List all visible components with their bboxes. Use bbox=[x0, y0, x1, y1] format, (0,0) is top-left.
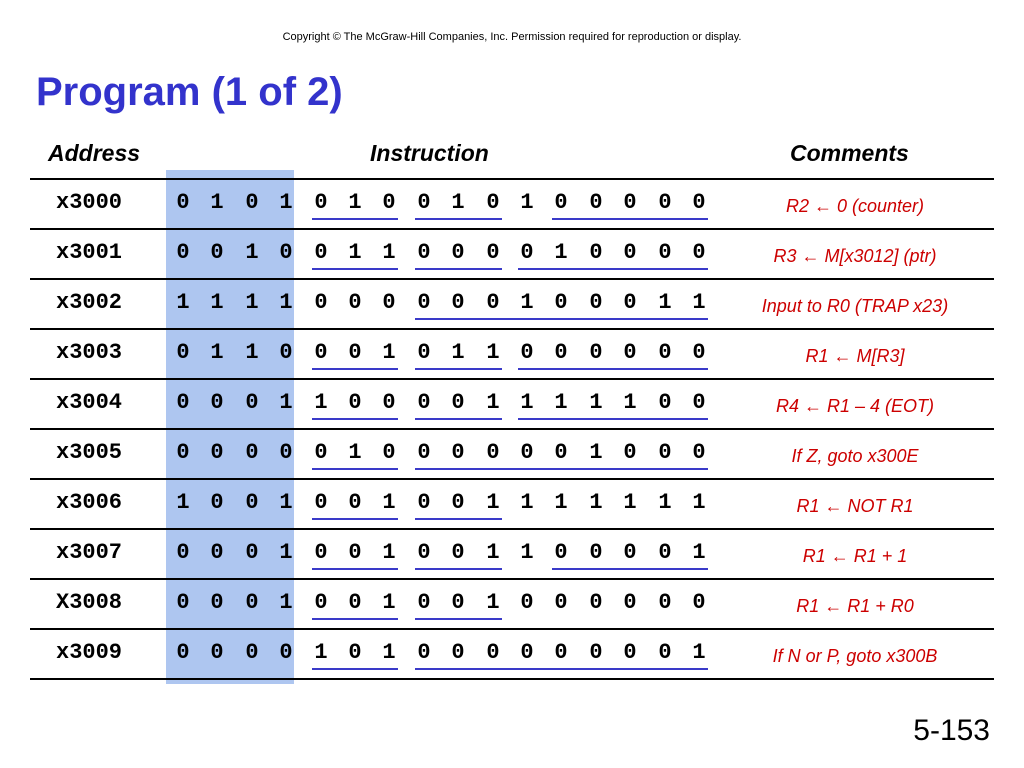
instruction-bit: 0 bbox=[176, 340, 190, 365]
instruction-bit: 0 bbox=[210, 490, 224, 515]
instruction-bit: 0 bbox=[554, 340, 568, 365]
row-address: X3008 bbox=[56, 590, 123, 615]
instruction-bit: 1 bbox=[245, 290, 259, 315]
instruction-bit: 0 bbox=[210, 590, 224, 615]
row-comment: R1 ← NOT R1 bbox=[796, 496, 914, 516]
instruction-bit: 1 bbox=[314, 390, 328, 415]
row-address: x3002 bbox=[56, 290, 123, 315]
instruction-bit: 0 bbox=[658, 240, 672, 265]
table-row bbox=[0, 330, 1024, 380]
instruction-bit: 0 bbox=[348, 340, 362, 365]
instruction-bit: 0 bbox=[279, 340, 293, 365]
row-address: x3005 bbox=[56, 440, 123, 465]
instruction-bit: 1 bbox=[176, 290, 190, 315]
instruction-bit: 0 bbox=[623, 540, 637, 565]
instruction-bit: 0 bbox=[348, 390, 362, 415]
instruction-bit: 1 bbox=[623, 490, 637, 515]
instruction-bit: 0 bbox=[658, 390, 672, 415]
instruction-bit: 0 bbox=[417, 640, 431, 665]
instruction-bit: 0 bbox=[554, 640, 568, 665]
instruction-bit: 0 bbox=[176, 540, 190, 565]
instruction-bit: 0 bbox=[623, 590, 637, 615]
instruction-bit: 1 bbox=[692, 540, 706, 565]
instruction-bit: 1 bbox=[589, 390, 603, 415]
instruction-bit: 0 bbox=[520, 240, 534, 265]
instruction-bit: 1 bbox=[589, 490, 603, 515]
instruction-bit: 1 bbox=[520, 390, 534, 415]
instruction-bit: 0 bbox=[486, 240, 500, 265]
table-row bbox=[0, 530, 1024, 580]
instruction-bit: 1 bbox=[382, 590, 396, 615]
row-address: x3009 bbox=[56, 640, 123, 665]
instruction-bit: 0 bbox=[589, 540, 603, 565]
instruction-bit: 1 bbox=[382, 490, 396, 515]
instruction-bit: 0 bbox=[451, 540, 465, 565]
instruction-bit: 0 bbox=[692, 440, 706, 465]
field-underline bbox=[518, 268, 708, 270]
instruction-bit: 1 bbox=[382, 340, 396, 365]
instruction-bit: 0 bbox=[486, 190, 500, 215]
instruction-bit: 0 bbox=[520, 640, 534, 665]
row-comment: R3 ← M[x3012] (ptr) bbox=[773, 246, 937, 266]
page-number: 5-153 bbox=[913, 714, 990, 747]
field-underline bbox=[552, 218, 708, 220]
instruction-bit: 0 bbox=[451, 640, 465, 665]
instruction-bit: 0 bbox=[245, 540, 259, 565]
instruction-bit: 0 bbox=[451, 490, 465, 515]
row-comment: R1 ← R1 + 1 bbox=[802, 546, 908, 566]
instruction-bit: 0 bbox=[623, 240, 637, 265]
instruction-bit: 0 bbox=[382, 190, 396, 215]
instruction-bit: 0 bbox=[279, 440, 293, 465]
instruction-bit: 1 bbox=[486, 490, 500, 515]
instruction-bit: 1 bbox=[314, 640, 328, 665]
instruction-bit: 0 bbox=[314, 290, 328, 315]
field-underline bbox=[415, 668, 708, 670]
instruction-bit: 0 bbox=[245, 490, 259, 515]
instruction-bit: 0 bbox=[692, 390, 706, 415]
instruction-bit: 0 bbox=[348, 640, 362, 665]
instruction-bit: 0 bbox=[692, 590, 706, 615]
instruction-bit: 0 bbox=[658, 540, 672, 565]
instruction-bit: 0 bbox=[451, 590, 465, 615]
instruction-bit: 1 bbox=[279, 290, 293, 315]
instruction-bit: 0 bbox=[658, 440, 672, 465]
instruction-bit: 0 bbox=[314, 490, 328, 515]
instruction-bit: 0 bbox=[451, 290, 465, 315]
instruction-bit: 0 bbox=[589, 640, 603, 665]
instruction-bit: 0 bbox=[348, 540, 362, 565]
instruction-bit: 0 bbox=[348, 590, 362, 615]
instruction-bit: 1 bbox=[520, 540, 534, 565]
instruction-bit: 1 bbox=[520, 190, 534, 215]
field-underline bbox=[312, 568, 398, 570]
instruction-bit: 0 bbox=[451, 240, 465, 265]
field-underline bbox=[518, 368, 708, 370]
instruction-bit: 0 bbox=[245, 440, 259, 465]
instruction-bit: 0 bbox=[623, 440, 637, 465]
page-title: Program (1 of 2) bbox=[36, 70, 343, 114]
field-underline bbox=[415, 318, 708, 320]
instruction-bit: 0 bbox=[692, 190, 706, 215]
row-comment: If N or P, goto x300B bbox=[772, 646, 938, 666]
instruction-bit: 0 bbox=[554, 190, 568, 215]
instruction-bit: 0 bbox=[658, 190, 672, 215]
instruction-bit: 0 bbox=[589, 190, 603, 215]
field-underline bbox=[415, 218, 502, 220]
instruction-bit: 0 bbox=[589, 340, 603, 365]
field-underline bbox=[312, 668, 398, 670]
instruction-bit: 0 bbox=[623, 340, 637, 365]
field-underline bbox=[312, 268, 398, 270]
instruction-bit: 0 bbox=[417, 590, 431, 615]
instruction-bit: 0 bbox=[314, 540, 328, 565]
field-underline bbox=[312, 468, 398, 470]
instruction-bit: 1 bbox=[589, 440, 603, 465]
field-underline bbox=[415, 468, 708, 470]
instruction-bit: 0 bbox=[417, 440, 431, 465]
instruction-bit: 0 bbox=[589, 290, 603, 315]
instruction-bit: 1 bbox=[348, 240, 362, 265]
field-underline bbox=[415, 518, 502, 520]
instruction-bit: 0 bbox=[245, 190, 259, 215]
instruction-bit: 0 bbox=[589, 240, 603, 265]
row-comment: R4 ← R1 – 4 (EOT) bbox=[775, 396, 935, 416]
instruction-bit: 0 bbox=[417, 390, 431, 415]
instruction-bit: 0 bbox=[554, 290, 568, 315]
instruction-bit: 1 bbox=[245, 340, 259, 365]
instruction-bit: 0 bbox=[658, 340, 672, 365]
instruction-bit: 1 bbox=[451, 190, 465, 215]
instruction-bit: 1 bbox=[210, 290, 224, 315]
instruction-bit: 1 bbox=[486, 540, 500, 565]
instruction-bit: 0 bbox=[451, 390, 465, 415]
instruction-bit: 0 bbox=[554, 540, 568, 565]
instruction-bit: 1 bbox=[382, 540, 396, 565]
field-underline bbox=[415, 268, 502, 270]
instruction-bit: 1 bbox=[692, 640, 706, 665]
instruction-bit: 1 bbox=[658, 490, 672, 515]
instruction-bit: 0 bbox=[382, 290, 396, 315]
row-comment: If Z, goto x300E bbox=[791, 446, 919, 466]
row-comment: Input to R0 (TRAP x23) bbox=[761, 296, 949, 316]
instruction-bit: 0 bbox=[348, 490, 362, 515]
instruction-bit: 0 bbox=[382, 440, 396, 465]
field-underline bbox=[312, 618, 398, 620]
instruction-bit: 1 bbox=[279, 390, 293, 415]
instruction-bit: 0 bbox=[176, 390, 190, 415]
instruction-bit: 0 bbox=[176, 190, 190, 215]
instruction-bit: 1 bbox=[348, 190, 362, 215]
instruction-bit: 1 bbox=[382, 240, 396, 265]
instruction-bit: 0 bbox=[314, 190, 328, 215]
instruction-bit: 1 bbox=[486, 590, 500, 615]
instruction-bit: 1 bbox=[520, 490, 534, 515]
instruction-bit: 0 bbox=[520, 590, 534, 615]
instruction-bit: 0 bbox=[314, 440, 328, 465]
instruction-bit: 0 bbox=[486, 640, 500, 665]
field-underline bbox=[518, 418, 708, 420]
instruction-bit: 0 bbox=[623, 190, 637, 215]
instruction-bit: 1 bbox=[486, 340, 500, 365]
instruction-bit: 0 bbox=[176, 640, 190, 665]
row-comment: R2 ← 0 (counter) bbox=[785, 196, 925, 216]
instruction-bit: 0 bbox=[486, 440, 500, 465]
instruction-bit: 0 bbox=[382, 390, 396, 415]
instruction-bit: 0 bbox=[520, 440, 534, 465]
instruction-bit: 0 bbox=[279, 240, 293, 265]
table-row bbox=[0, 430, 1024, 480]
instruction-bit: 1 bbox=[245, 240, 259, 265]
field-underline bbox=[312, 518, 398, 520]
instruction-bit: 0 bbox=[210, 640, 224, 665]
instruction-bit: 0 bbox=[417, 490, 431, 515]
instruction-bit: 0 bbox=[623, 640, 637, 665]
field-underline bbox=[312, 418, 398, 420]
instruction-bit: 0 bbox=[314, 590, 328, 615]
instruction-bit: 1 bbox=[279, 540, 293, 565]
instruction-bit: 1 bbox=[451, 340, 465, 365]
instruction-bit: 1 bbox=[658, 290, 672, 315]
instruction-bit: 0 bbox=[210, 240, 224, 265]
instruction-bit: 0 bbox=[348, 290, 362, 315]
field-underline bbox=[312, 368, 398, 370]
row-address: x3004 bbox=[56, 390, 123, 415]
table-row bbox=[0, 630, 1024, 680]
instruction-bit: 1 bbox=[692, 290, 706, 315]
address-header: Address bbox=[48, 140, 141, 166]
instruction-bit: 1 bbox=[486, 390, 500, 415]
field-underline bbox=[552, 568, 708, 570]
field-underline bbox=[415, 368, 502, 370]
instruction-bit: 0 bbox=[176, 240, 190, 265]
instruction-bit: 0 bbox=[417, 290, 431, 315]
instruction-bit: 1 bbox=[554, 240, 568, 265]
instruction-bit: 1 bbox=[279, 590, 293, 615]
instruction-bit: 1 bbox=[382, 640, 396, 665]
instruction-bit: 0 bbox=[176, 590, 190, 615]
instruction-bit: 1 bbox=[210, 190, 224, 215]
instruction-bit: 0 bbox=[417, 190, 431, 215]
instruction-header: Instruction bbox=[370, 140, 489, 166]
instruction-bit: 0 bbox=[520, 340, 534, 365]
instruction-bit: 0 bbox=[210, 390, 224, 415]
instruction-bit: 1 bbox=[623, 390, 637, 415]
instruction-bit: 0 bbox=[176, 440, 190, 465]
instruction-bit: 0 bbox=[692, 340, 706, 365]
row-address: x3007 bbox=[56, 540, 123, 565]
table-row bbox=[0, 280, 1024, 330]
table-row bbox=[0, 480, 1024, 530]
table-row bbox=[0, 230, 1024, 280]
instruction-bit: 1 bbox=[210, 340, 224, 365]
field-underline bbox=[415, 618, 502, 620]
instruction-bit: 0 bbox=[210, 440, 224, 465]
instruction-bit: 1 bbox=[176, 490, 190, 515]
instruction-bit: 0 bbox=[623, 290, 637, 315]
instruction-bit: 0 bbox=[279, 640, 293, 665]
instruction-bit: 0 bbox=[554, 440, 568, 465]
instruction-bit: 1 bbox=[520, 290, 534, 315]
field-underline bbox=[415, 568, 502, 570]
row-comment: R1 ← M[R3] bbox=[805, 346, 905, 366]
instruction-bit: 0 bbox=[451, 440, 465, 465]
instruction-bit: 0 bbox=[210, 540, 224, 565]
row-address: x3003 bbox=[56, 340, 123, 365]
instruction-bit: 0 bbox=[417, 340, 431, 365]
instruction-bit: 1 bbox=[554, 490, 568, 515]
instruction-bit: 0 bbox=[314, 340, 328, 365]
field-underline bbox=[312, 218, 398, 220]
comments-header: Comments bbox=[790, 140, 909, 166]
instruction-bit: 0 bbox=[314, 240, 328, 265]
table-row bbox=[0, 580, 1024, 630]
instruction-bit: 1 bbox=[279, 190, 293, 215]
table-row bbox=[0, 180, 1024, 230]
instruction-bit: 0 bbox=[245, 590, 259, 615]
row-divider bbox=[30, 678, 994, 680]
instruction-bit: 0 bbox=[658, 590, 672, 615]
instruction-bit: 0 bbox=[245, 640, 259, 665]
row-address: x3000 bbox=[56, 190, 123, 215]
instruction-bit: 0 bbox=[417, 540, 431, 565]
instruction-bit: 1 bbox=[279, 490, 293, 515]
table-row bbox=[0, 380, 1024, 430]
instruction-bit: 0 bbox=[245, 390, 259, 415]
instruction-bit: 0 bbox=[658, 640, 672, 665]
instruction-bit: 1 bbox=[692, 490, 706, 515]
row-address: x3006 bbox=[56, 490, 123, 515]
instruction-bit: 0 bbox=[589, 590, 603, 615]
instruction-bit: 1 bbox=[348, 440, 362, 465]
instruction-bit: 0 bbox=[554, 590, 568, 615]
field-underline bbox=[415, 418, 502, 420]
instruction-bit: 0 bbox=[692, 240, 706, 265]
row-comment: R1 ← R1 + R0 bbox=[796, 596, 914, 616]
instruction-bit: 1 bbox=[554, 390, 568, 415]
copyright-notice: Copyright © The McGraw-Hill Companies, Inc. Permission required for reproduction or display. bbox=[282, 31, 742, 43]
instruction-bit: 0 bbox=[486, 290, 500, 315]
instruction-bit: 0 bbox=[417, 240, 431, 265]
row-address: x3001 bbox=[56, 240, 123, 265]
